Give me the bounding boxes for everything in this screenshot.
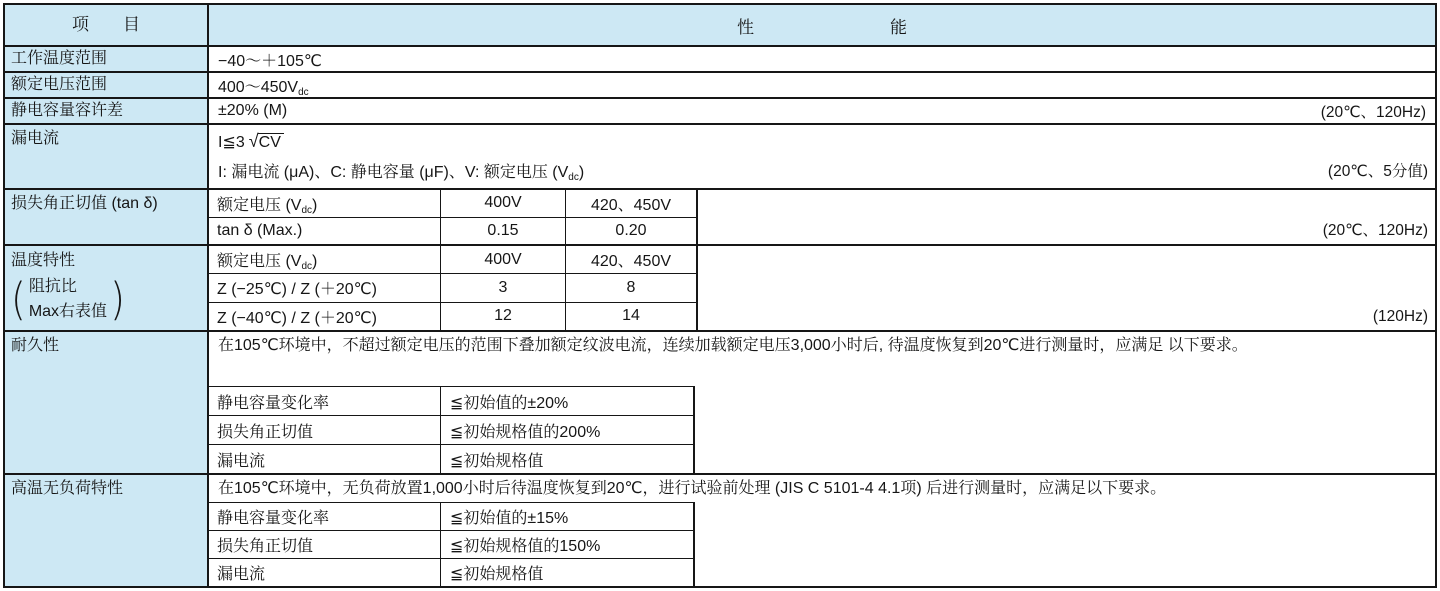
- row-label: 静电容量容许差: [11, 102, 124, 119]
- row-value-cell: [209, 246, 1435, 330]
- impedance-ratio-note: [11, 274, 125, 324]
- impedance-ratio-line2: Max右表值: [28, 303, 108, 320]
- row-label-cell: [5, 47, 209, 71]
- subtable-label-cell: 静电容量变化率: [209, 387, 441, 415]
- table-row: [209, 246, 696, 273]
- row-label-cell: [5, 475, 209, 586]
- row-label: 温度特性: [11, 252, 76, 269]
- performance-header-label: 性 能: [737, 17, 907, 37]
- value-420-450v: 420、450V: [590, 253, 672, 271]
- row-endurance: [5, 330, 1435, 473]
- subtable-label-cell: 损失角正切值: [209, 416, 441, 444]
- operating-temperature-value: −40～＋105℃: [218, 52, 322, 70]
- value-400v: 400V: [441, 246, 566, 273]
- capacitance-tolerance-value: ±20% (M): [218, 102, 288, 119]
- subtable-label-cell: 损失角正切值: [209, 531, 441, 558]
- impedance-ratio-lines: [26, 274, 110, 324]
- row-leakage-current: [5, 123, 1435, 188]
- leakage-current-formula: [209, 131, 1435, 152]
- table-row: [209, 217, 696, 245]
- row-label-cell: [5, 246, 209, 330]
- measurement-condition: (120Hz): [1372, 308, 1428, 325]
- table-row: [209, 415, 693, 444]
- tan-delta-subtable: [209, 190, 698, 244]
- value-420-450v: 8: [626, 278, 636, 296]
- row-label: 损失角正切值 (tan δ): [11, 195, 158, 212]
- row-label: 耐久性: [11, 337, 60, 354]
- row-capacitance-tolerance: [5, 97, 1435, 123]
- row-value-cell: [209, 332, 1435, 473]
- row-value-cell: [209, 99, 1435, 123]
- requirement-value: ≦初始规格值: [450, 566, 544, 583]
- subtable-label-cell: tan δ (Max.): [209, 218, 441, 245]
- column-header-item: [5, 5, 209, 45]
- measurement-condition: (20℃、120Hz): [1322, 222, 1428, 239]
- open-paren: (: [11, 273, 26, 325]
- row-label-cell: [5, 99, 209, 123]
- row-label-cell: [5, 125, 209, 188]
- requirement-value: ≦初始规格值: [450, 452, 544, 470]
- subtable-label-cell: 漏电流: [209, 445, 441, 473]
- vdc-subscript: dc: [301, 261, 313, 273]
- close-paren: ): [110, 273, 125, 325]
- requirement-value: ≦初始值的±20%: [450, 394, 569, 412]
- endurance-subtable: [209, 386, 695, 473]
- subtable-label-cell: [209, 246, 441, 273]
- row-temperature-characteristics: [5, 244, 1435, 330]
- table-row: [209, 530, 693, 558]
- subtable-label-cell: Z (−25℃) / Z (＋20℃): [209, 274, 441, 301]
- label-main: 额定电压 (V: [217, 253, 302, 271]
- row-value-cell: [209, 190, 1435, 244]
- row-label-cell: [5, 73, 209, 97]
- value-400v: 12: [441, 303, 566, 330]
- table-header-row: [5, 5, 1435, 45]
- table-row: [209, 444, 693, 473]
- row-label-cell: [5, 332, 209, 473]
- rated-voltage-header: [217, 248, 317, 271]
- row-label: 额定电压范围: [11, 76, 108, 93]
- subtable-label-cell: 漏电流: [209, 559, 441, 586]
- row-rated-voltage-range: [5, 71, 1435, 97]
- table-row: [209, 302, 696, 330]
- formula-prefix: I≦3: [218, 134, 245, 152]
- row-tan-delta: [5, 188, 1435, 244]
- label-suffix: ): [312, 253, 318, 271]
- row-label: 工作温度范围: [11, 50, 108, 67]
- vdc-subscript: dc: [298, 86, 309, 98]
- impedance-ratio-line1: 阻抗比: [28, 278, 77, 295]
- spec-table: [3, 3, 1437, 588]
- row-value-cell: [209, 73, 1435, 97]
- row-value-cell: [209, 125, 1435, 188]
- value-420-450v: 420、450V: [590, 196, 672, 214]
- high-temp-subtable: [209, 502, 695, 586]
- leakage-current-legend-line: [209, 159, 1435, 182]
- radicand: CV: [258, 133, 284, 152]
- table-row: [209, 503, 693, 530]
- value-420-450v: 0.20: [615, 221, 647, 239]
- measurement-condition: (20℃、120Hz): [1320, 104, 1426, 121]
- subtable-label-cell: 静电容量变化率: [209, 503, 441, 530]
- row-high-temp-no-load: [5, 473, 1435, 586]
- value-400v: 3: [441, 274, 566, 301]
- value-400v: 0.15: [441, 218, 566, 245]
- subtable-label-cell: [209, 190, 441, 217]
- label-main: 额定电压 (V: [217, 196, 302, 214]
- table-row: [209, 273, 696, 301]
- column-header-performance: [209, 5, 1435, 45]
- legend-suffix: ): [578, 163, 585, 181]
- rated-voltage-value: [218, 74, 309, 97]
- item-header-label: 项 目: [72, 15, 140, 34]
- row-value-cell: [209, 47, 1435, 71]
- value-400v: 400V: [441, 190, 566, 217]
- endurance-description: 在105℃环境中，不超过额定电压的范围下叠加额定纹波电流，连续加载额定电压3,000小时后, 待温度恢复到20℃进行测量时，应满足 以下要求。: [218, 337, 1248, 354]
- vdc-subscript: dc: [301, 204, 313, 216]
- row-value-cell: [209, 475, 1435, 586]
- vdc-subscript: dc: [568, 171, 579, 183]
- requirement-value: ≦初始规格值的150%: [450, 538, 601, 555]
- requirement-value: ≦初始值的±15%: [450, 510, 569, 527]
- row-operating-temperature: [5, 45, 1435, 71]
- table-row: [209, 558, 693, 586]
- rated-voltage-header: [217, 192, 317, 215]
- legend-main: I: 漏电流 (μA)、C: 静电容量 (μF)、V: 额定电压 (V: [218, 163, 569, 181]
- label-suffix: ): [312, 196, 318, 214]
- requirement-value: ≦初始规格值的200%: [450, 423, 601, 441]
- temperature-characteristics-subtable: [209, 246, 698, 330]
- row-label: 高温无负荷特性: [11, 480, 124, 497]
- value-420-450v: 14: [622, 307, 640, 325]
- table-row: [209, 387, 693, 415]
- rated-voltage-main: 400～450V: [218, 78, 299, 96]
- radical-sign: √: [248, 131, 259, 152]
- measurement-condition: (20℃、5分值): [1327, 163, 1428, 181]
- high-temp-description: 在105℃环境中，无负荷放置1,000小时后待温度恢复到20℃，进行试验前处理 (JIS C 5101-4 4.1项) 后进行测量时，应满足以下要求。: [218, 480, 1167, 497]
- table-row: [209, 190, 696, 217]
- subtable-label-cell: Z (−40℃) / Z (＋20℃): [209, 303, 441, 330]
- leakage-current-legend: [218, 159, 584, 182]
- row-label-cell: [5, 190, 209, 244]
- row-label: 漏电流: [11, 130, 60, 147]
